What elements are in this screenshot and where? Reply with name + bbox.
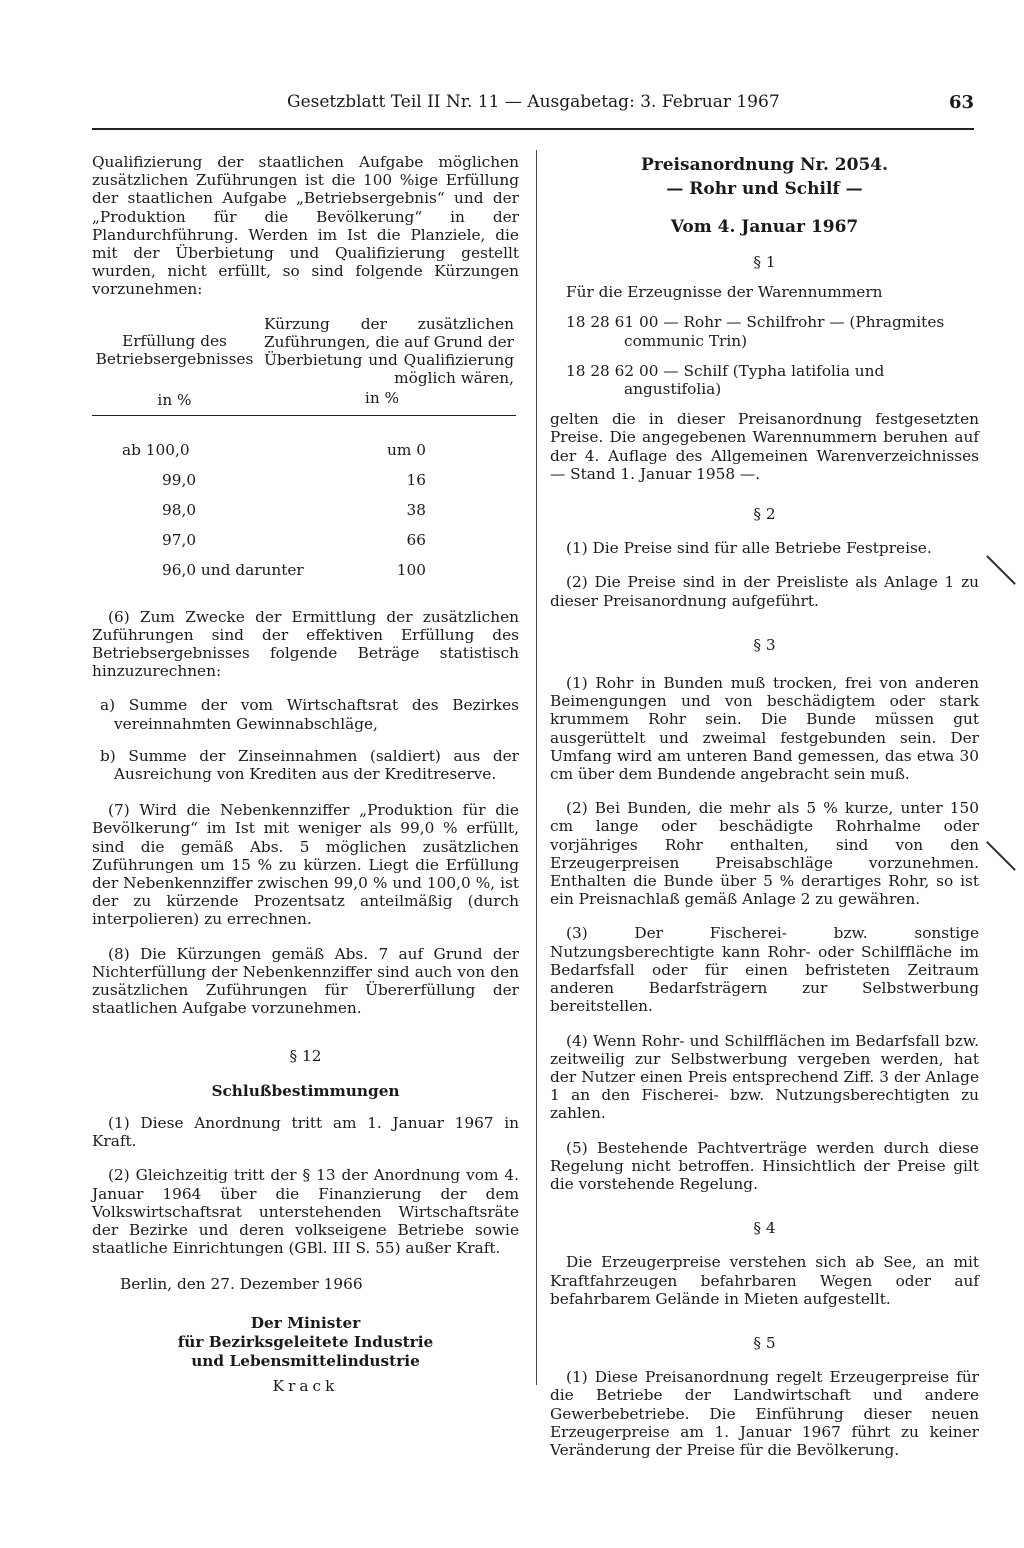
table-cell-reduction: um 0 [387,440,426,459]
paragraph-6: (6) Zum Zwecke der Ermittlung der zusätzlichen Zuführungen sind der effektiven Erfüllung des Betriebsergebnisses folgende Beträge statistisch hinzuzurechnen: [92,607,519,681]
section-1-number: § 1 [753,253,776,271]
section-12-heading: Schlußbestimmungen [211,1081,400,1100]
section-1-text: gelten die in dieser Preisanordnung festgesetzten Preise. Die angegebenen Warennummern beruhen auf der 4. Auflage des Allgemeinen Warenverzeichnisses — Stand 1. Januar 1958 —. [550,410,979,483]
table-cell-fulfilment: 97,0 [162,530,197,549]
table-unit-right: in % [364,388,400,407]
section-1-intro: Für die Erzeugnisse der Warennummern [566,283,883,302]
list-item-b: b) Summe der Zinseinnahmen (saldiert) aus der Ausreichung von Krediten aus der Kreditreserve. [100,746,519,784]
ware-code-2: 18 28 62 00 — Schilf (Typha latifolia und angustifolia) [566,361,885,399]
table-row [92,501,516,521]
intro-paragraph: Qualifizierung der staatlichen Aufgabe möglichen zusätzlichen Zuführungen ist die 100 %ige Erfüllung der staatlichen Aufgabe „Betriebsergebnis“ und der „Produktion für die Bevölkerung“ in der Plandurchführung. Werden im Ist die Planziele, die mit der Überbietung und Qualifizierung gestellt wurden, nicht erfüllt, so sind folgende Kürzungen vorzunehmen: [92,153,519,299]
table-cell-reduction: 100 [396,560,426,579]
header-rule [92,128,974,130]
ordinance-title: Preisanordnung Nr. 2054. [640,155,889,175]
section-3-paragraph-2: (2) Bei Bunden, die mehr als 5 % kurze, unter 150 cm lange oder beschädigte Rohrhalme oder vorjähriges Rohr enthalten, sind von den Erzeugerpreisen Preisabschläge vorzunehmen. Enthalten die Bunde über 5 % derartiges Rohr, so ist ein Preisnachlaß gemäß Anlage 2 zu gewähren. [550,799,979,909]
margin-mark [986,555,1016,585]
reduction-table [92,315,519,590]
table-cell-fulfilment: ab 100,0 [122,440,190,459]
date-line: Berlin, den 27. Dezember 1966 [120,1275,363,1294]
section-3-paragraph-5: (5) Bestehende Pachtverträge werden durch diese Regelung nicht betroffen. Hinsichtlich der Preise gilt die vorstehende Regelung. [550,1138,979,1193]
page-number: 63 [948,92,974,113]
signature-title-2: für Bezirksgeleitete Industrie [177,1332,434,1351]
table-cell-fulfilment: 96,0 und darunter [162,560,304,579]
section-4-text: Die Erzeugerpreise verstehen sich ab See, an mit Kraftfahrzeugen befahrbaren Wegen oder auf befahrbarem Gelände in Mieten aufgestellt. [550,1253,979,1308]
section-2-paragraph-1: (1) Die Preise sind für alle Betriebe Festpreise. [566,539,932,558]
ware-code-1: 18 28 61 00 — Rohr — Schilfrohr — (Phragmites communic Trin) [566,313,945,350]
left-column [92,153,519,1395]
ordinance-date: Vom 4. Januar 1967 [670,217,859,237]
table-cell-reduction: 16 [406,470,426,489]
table-row [92,471,516,491]
margin-mark [986,841,1016,871]
table-rule [92,415,516,416]
header-title: Gesetzblatt Teil II Nr. 11 — Ausgabetag: 3. Februar 1967 [287,92,780,112]
table-cell-reduction: 38 [406,500,426,519]
section-2-number: § 2 [753,505,776,524]
table-row [92,561,516,581]
column-divider [536,150,537,1385]
paragraph-12-1: (1) Diese Anordnung tritt am 1. Januar 1967 in Kraft. [92,1113,519,1151]
section-5-number: § 5 [753,1333,776,1352]
table-row [92,531,516,551]
section-3-paragraph-1: (1) Rohr in Bunden muß trocken, frei von anderen Beimengungen und von beschädigtem oder stark krummem Rohr sein. Die Bunde müssen gut ausgerüttelt und zweimal festgebunden sein. Der Umfang wird am unteren Band gemessen, das etwa 30 cm über dem Bundende angebracht sein muß. [550,674,979,784]
table-header-fulfilment: Erfüllung des Betriebsergebnisses [95,331,254,368]
table-row [92,441,516,461]
signature-title-1: Der Minister [250,1313,361,1332]
ordinance-subtitle: — Rohr und Schilf — [666,179,863,199]
paragraph-7: (7) Wird die Nebenkennziffer „Produktion für die Bevölkerung“ im Ist mit weniger als 99,0 % erfüllt, sind die gemäß Abs. 5 möglichen zusätzlichen Zuführungen um 15 % zu kürzen. Liegt die Erfüllung der Nebenkennziffer zwischen 99,0 % und 100,0 %, ist der zu kürzende Prozentsatz anteilmäßig (durch interpolieren) zu errechnen. [92,801,519,929]
list-item-a: a) Summe der vom Wirtschaftsrat des Bezirkes vereinnahmten Gewinnabschläge, [100,696,519,733]
section-3-paragraph-3: (3) Der Fischerei- bzw. sonstige Nutzungsberechtigte kann Rohr- oder Schilffläche im Bedarfsfall oder für einen befristeten Zeitraum anderen Bedarfsträgern zur Selbstwerbung bereitstellen. [550,924,979,1016]
section-3-paragraph-4: (4) Wenn Rohr- und Schilfflächen im Bedarfsfall bzw. zeitweilig zur Selbstwerbung vergeben werden, hat der Nutzer einen Preis entsprechend Ziff. 3 der Anlage 1 an den Fischerei- bzw. Nutzungsberechtigten zu zahlen. [550,1031,979,1123]
table-header-reduction: Kürzung der zusätzlichen Zuführungen, die auf Grund der Überbietung und Qualifizierung möglich wären, [264,314,514,387]
section-12-number: § 12 [289,1047,322,1066]
signature-title-3: und Lebensmittelindustrie [191,1351,420,1370]
section-2-paragraph-2: (2) Die Preise sind in der Preisliste als Anlage 1 zu dieser Preisanordnung aufgeführt. [550,573,979,610]
table-unit-left: in % [157,390,192,409]
table-cell-fulfilment: 99,0 [162,470,197,489]
table-cell-reduction: 66 [406,530,426,549]
right-column [550,153,979,1459]
signature-name: Krack [272,1376,339,1395]
table-cell-fulfilment: 98,0 [162,500,197,519]
section-4-number: § 4 [753,1219,776,1238]
page-header [92,92,974,126]
paragraph-12-2: (2) Gleichzeitig tritt der § 13 der Anordnung vom 4. Januar 1964 über die Finanzierung der dem Volkswirtschaftsrat unterstehenden Wirtschaftsräte der Bezirke und deren volkseigene Betriebe sowie staatliche Einrichtungen (GBl. III S. 55) außer Kraft. [92,1166,519,1258]
section-3-number: § 3 [753,635,776,654]
paragraph-8: (8) Die Kürzungen gemäß Abs. 7 auf Grund der Nichterfüllung der Nebenkennziffer sind auch von den zusätzlichen Zuführungen für Übererfüllung der staatlichen Aufgabe vorzunehmen. [92,944,519,1018]
section-5-paragraph-1: (1) Diese Preisanordnung regelt Erzeugerpreise für die Betriebe der Landwirtschaft und andere Gewerbebetriebe. Die Einführung dieser neuen Erzeugerpreise am 1. Januar 1967 führt zu keiner Veränderung der Preise für die Bevölkerung. [550,1368,979,1459]
